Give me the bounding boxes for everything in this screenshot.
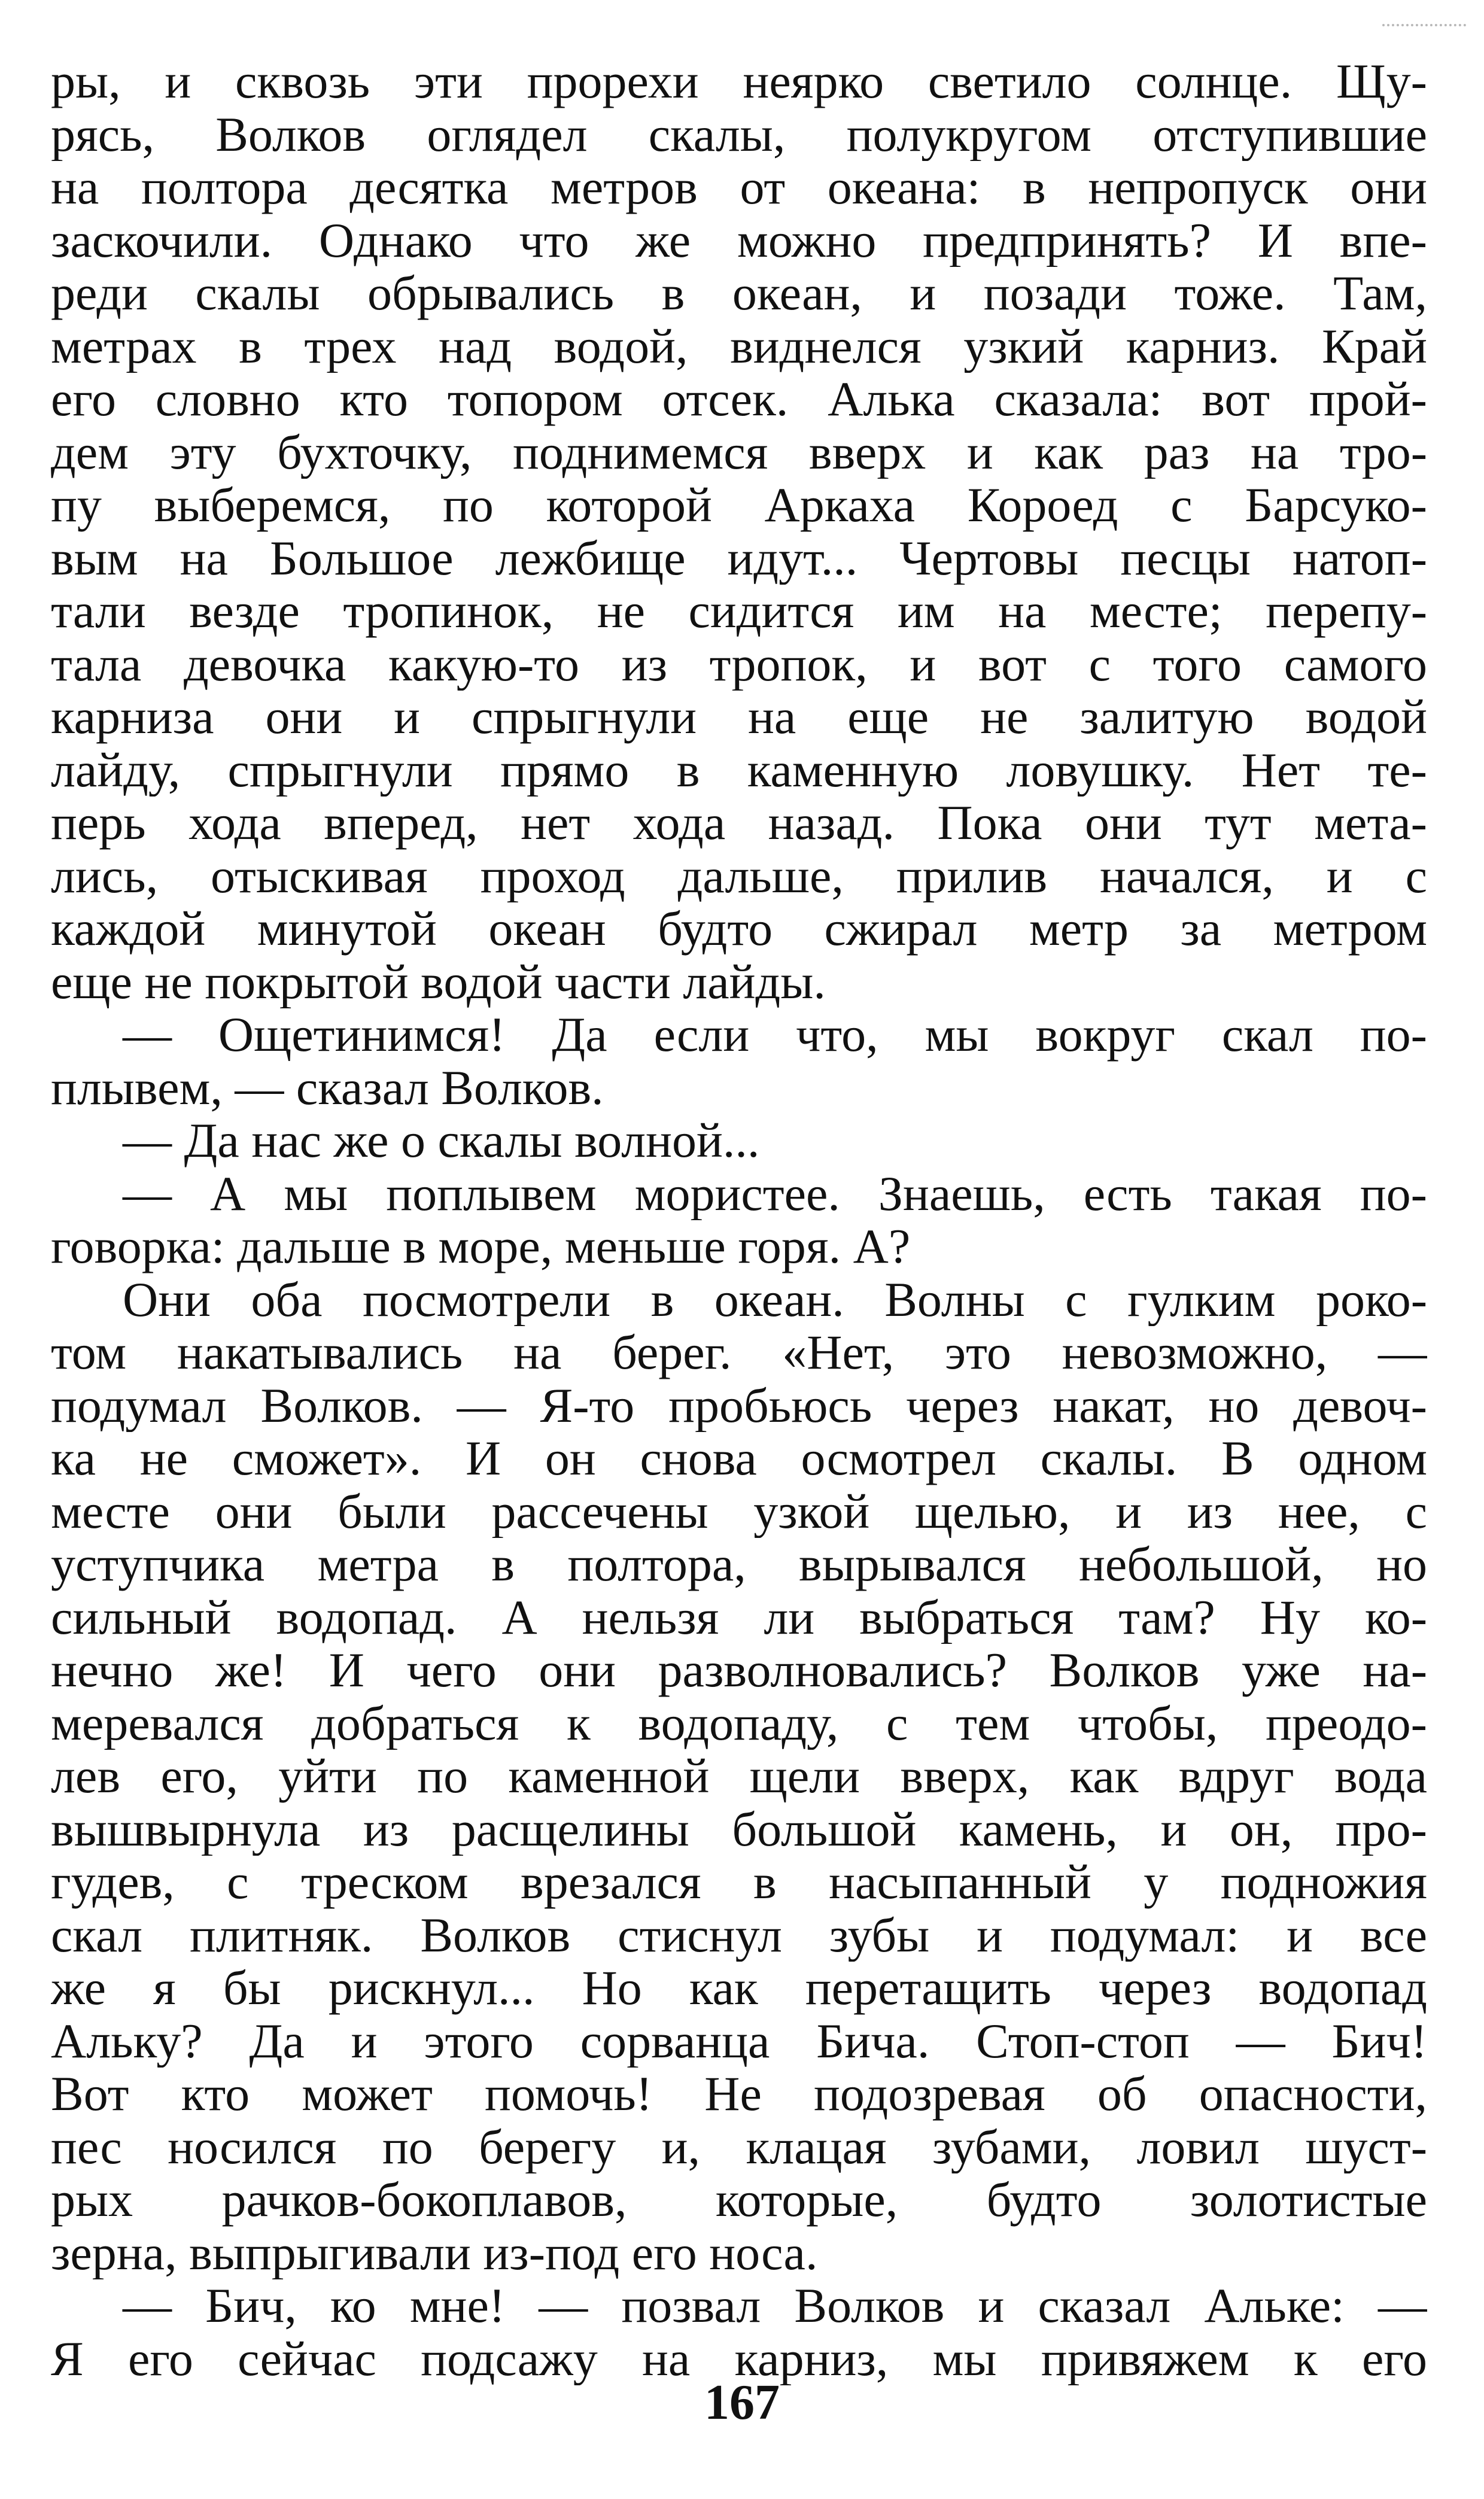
text-line: лись, отыскивая проход дальше, прилив начался, и с (51, 849, 1427, 902)
text-line: рых рачков-бокоплавов, которые, будто золотистые (51, 2173, 1427, 2227)
text-line: реди скалы обрывались в океан, и позади тоже. Там, (51, 267, 1427, 320)
text-line: — Бич, ко мне! — позвал Волков и сказал Альке: — (123, 2279, 1427, 2333)
text-line: — А мы поплывем мористее. Знаешь, есть такая по- (123, 1167, 1427, 1220)
text-line: гудев, с треском врезался в насыпанный у подножия (51, 1856, 1427, 1909)
text-line: том накатывались на берег. «Нет, это невозможно, — (51, 1326, 1427, 1379)
text-line: пу выберемся, по которой Аркаха Короед с Барсуко- (51, 479, 1427, 532)
text-line: пес носился по берегу и, клацая зубами, ловил шуст- (51, 2120, 1427, 2173)
text-line: тали везде тропинок, не сидится им на месте; перепу- (51, 585, 1427, 638)
text-line: меревался добраться к водопаду, с тем чтобы, преодо- (51, 1697, 1427, 1750)
text-line: заскочили. Однако что же можно предпринять? И впе- (51, 214, 1427, 267)
text-line: ры, и сквозь эти прорехи неярко светило солнце. Щу- (51, 55, 1427, 108)
text-line: — Да нас же о скалы волной... (123, 1114, 760, 1168)
text-line: Я его сейчас подсажу на карниз, мы привяжем к его (51, 2332, 1427, 2385)
text-line: еще не покрытой водой части лайды. (51, 955, 826, 1008)
text-line: вым на Большое лежбище идут... Чертовы песцы натоп- (51, 531, 1427, 585)
scan-artifact-dots (1382, 24, 1466, 38)
text-line: рясь, Волков оглядел скалы, полукругом отступившие (51, 108, 1427, 161)
text-line: зерна, выпрыгивали из-под его носа. (51, 2226, 818, 2279)
text-line: карниза они и спрыгнули на еще не залитую водой (51, 691, 1427, 744)
text-line: тала девочка какую-то из тропок, и вот с того самого (51, 637, 1427, 691)
text-line: говорка: дальше в море, меньше горя. А? (51, 1220, 911, 1273)
text-line: вышвырнула из расщелины большой камень, и он, про- (51, 1802, 1427, 1856)
text-line: на полтора десятка метров от океана: в непропуск они (51, 161, 1427, 214)
text-line: месте они были рассечены узкой щелью, и из нее, с (51, 1485, 1427, 1538)
text-line: сильный водопад. А нельзя ли выбраться там? Ну ко- (51, 1591, 1427, 1644)
text-line: Вот кто может помочь! Не подозревая об опасности, (51, 2068, 1427, 2121)
text-line: плывем, — сказал Волков. (51, 1061, 604, 1114)
text-line: лайду, спрыгнули прямо в каменную ловушку. Нет те- (51, 743, 1427, 796)
text-line: перь хода вперед, нет хода назад. Пока они тут мета- (51, 796, 1427, 850)
text-line: ка не сможет». И он снова осмотрел скалы. В одном (51, 1432, 1427, 1485)
text-line: метрах в трех над водой, виднелся узкий карниз. Край (51, 320, 1427, 373)
page-number: 167 (704, 2375, 780, 2430)
text-line: Альку? Да и этого сорванца Бича. Стоп-стоп — Бич! (51, 2014, 1427, 2068)
text-line: же я бы рискнул... Но как перетащить через водопад (51, 1962, 1427, 2015)
text-line: уступчика метра в полтора, вырывался небольшой, но (51, 1538, 1427, 1591)
text-line: — Ощетинимся! Да если что, мы вокруг скал по- (123, 1008, 1427, 1062)
text-line: его словно кто топором отсек. Алька сказала: вот прой- (51, 373, 1427, 426)
text-line: подумал Волков. — Я-то пробьюсь через накат, но девоч- (51, 1379, 1427, 1432)
text-line: лев его, уйти по каменной щели вверх, как вдруг вода (51, 1750, 1427, 1803)
text-line: каждой минутой океан будто сжирал метр за метром (51, 902, 1427, 956)
body-text (51, 55, 1427, 2385)
text-line: нечно же! И чего они разволновались? Волков уже на- (51, 1644, 1427, 1697)
text-line: Они оба посмотрели в океан. Волны с гулким роко- (123, 1273, 1427, 1326)
text-line: скал плитняк. Волков стиснул зубы и подумал: и все (51, 1908, 1427, 1962)
text-line: дем эту бухточку, поднимемся вверх и как раз на тро- (51, 425, 1427, 479)
